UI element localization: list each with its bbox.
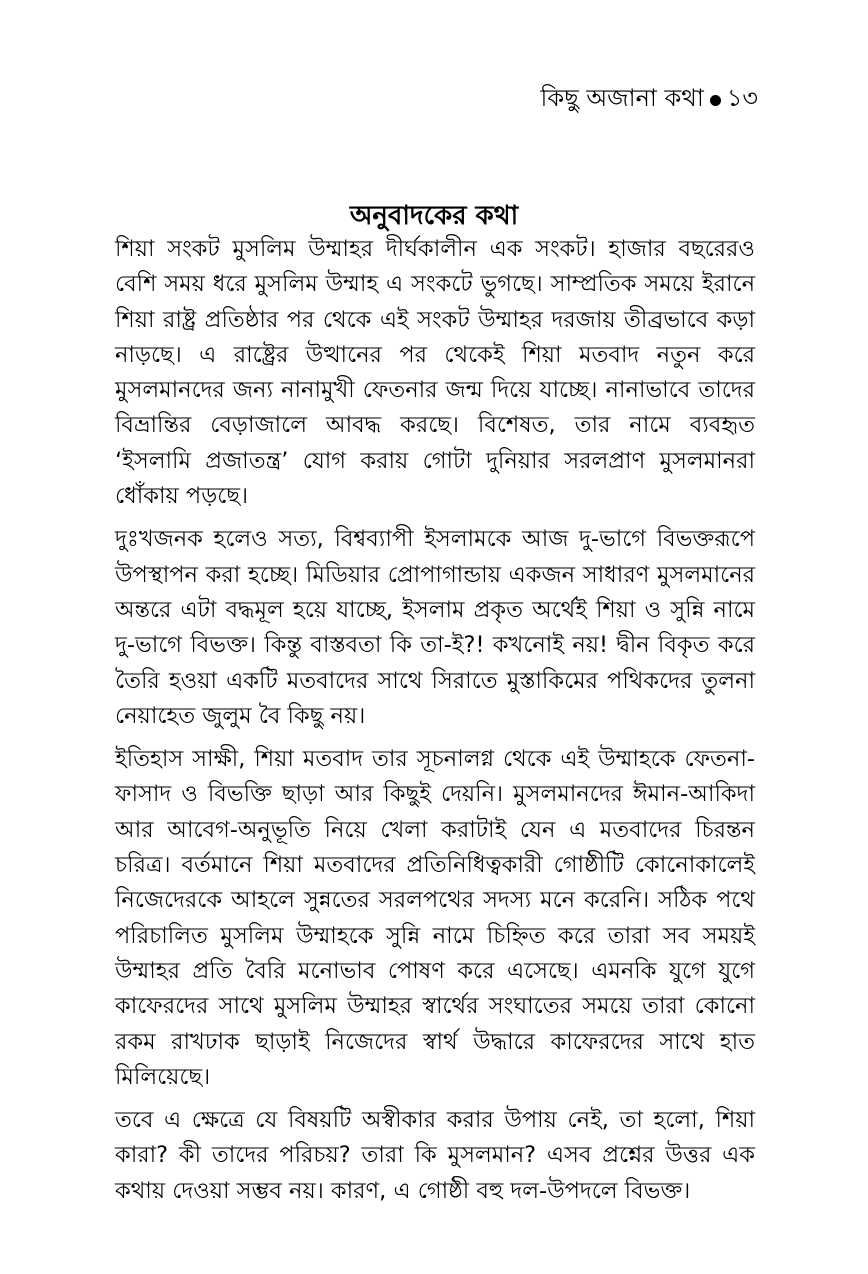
page-number: ১৩ bbox=[726, 84, 758, 112]
body-text bbox=[115, 232, 755, 1217]
paragraph-3: ইতিহাস সাক্ষী, শিয়া মতবাদ তার সূচনালগ্ন থেকে এই উম্মাহকে ফেতনা-ফাসাদ ও বিভক্তি ছাড়া আর কিছুই দেয়নি। মুসলমানদের ঈমান-আকিদা আর আবেগ-অনুভূতি নিয়ে খেলা করাটাই যেন এ মতবাদের চিরন্তন চরিত্র। বর্তমানে শিয়া মতবাদের প্রতিনিধিত্বকারী গোষ্ঠীটি কোনোকালেই নিজেদেরকে আহলে সুন্নতের সরলপথের সদস্য মনে করেনি। সঠিক পথে পরিচালিত মুসলিম উম্মাহকে সুন্নি নামে চিহ্নিত করে তারা সব সময়ই উম্মাহর প্রতি বৈরি মনোভাব পোষণ করে এসেছে। এমনকি যুগে যুগে কাফেরদের সাথে মুসলিম উম্মাহর স্বার্থের সংঘাতের সময়ে তারা কোনো রকম রাখঢাক ছাড়াই নিজেদের স্বার্থ উদ্ধারে কাফেরদের সাথে হাত মিলিয়েছে। bbox=[115, 746, 755, 1090]
running-header bbox=[541, 80, 758, 120]
paragraph-2: দুঃখজনক হলেও সত্য, বিশ্বব্যাপী ইসলামকে আজ দু-ভাগে বিভক্তরূপে উপস্থাপন করা হচ্ছে। মিডিয়ার প্রোপাগান্ডায় একজন সাধারণ মুসলমানের অন্তরে এটা বদ্ধমূল হয়ে যাচ্ছে, ইসলাম প্রকৃত অর্থেই শিয়া ও সুন্নি নামে দু-ভাগে বিভক্ত। কিন্তু বাস্তবতা কি তা-ই?! কখনোই নয়! দ্বীন বিকৃত করে তৈরি হওয়া একটি মতবাদের সাথে সিরাতে মুস্তাকিমের পথিকদের তুলনা নেয়াহেত জুলুম বৈ কিছু নয়। bbox=[115, 526, 755, 729]
paragraph-4: তবে এ ক্ষেত্রে যে বিষয়টি অস্বীকার করার উপায় নেই, তা হলো, শিয়া কারা? কী তাদের পরিচয়? তারা কি মুসলমান? এসব প্রশ্নের উত্তর এক কথায় দেওয়া সম্ভব নয়। কারণ, এ গোষ্ঠী বহু দল-উপদলে বিভক্ত। bbox=[115, 1107, 755, 1204]
chapter-title: অনুবাদকের কথা bbox=[349, 201, 519, 231]
book-title: কিছু অজানা কথা bbox=[540, 84, 704, 112]
paragraph-1: শিয়া সংকট মুসলিম উম্মাহর দীর্ঘকালীন এক সংকট। হাজার বছরেরও বেশি সময় ধরে মুসলিম উম্মাহ এ সংকটে ভুগছে। সাম্প্রতিক সময়ে ইরানে শিয়া রাষ্ট্র প্রতিষ্ঠার পর থেকে এই সংকট উম্মাহর দরজায় তীব্রভাবে কড়া নাড়ছে। এ রাষ্ট্রের উত্থানের পর থেকেই শিয়া মতবাদ নতুন করে মুসলমানদের জন্য নানামুখী ফেতনার জন্ম দিয়ে যাচ্ছে। নানাভাবে তাদের বিভ্রান্তির বেড়াজালে আবদ্ধ করছে। বিশেষত, তার নামে ব্যবহৃত ‘ইসলামি প্রজাতন্ত্র’ যোগ করায় গোটা দুনিয়ার সরলপ্রাণ মুসলমানরা ধোঁকায় পড়ছে। bbox=[115, 236, 755, 510]
bullet-dot-icon bbox=[710, 95, 721, 106]
